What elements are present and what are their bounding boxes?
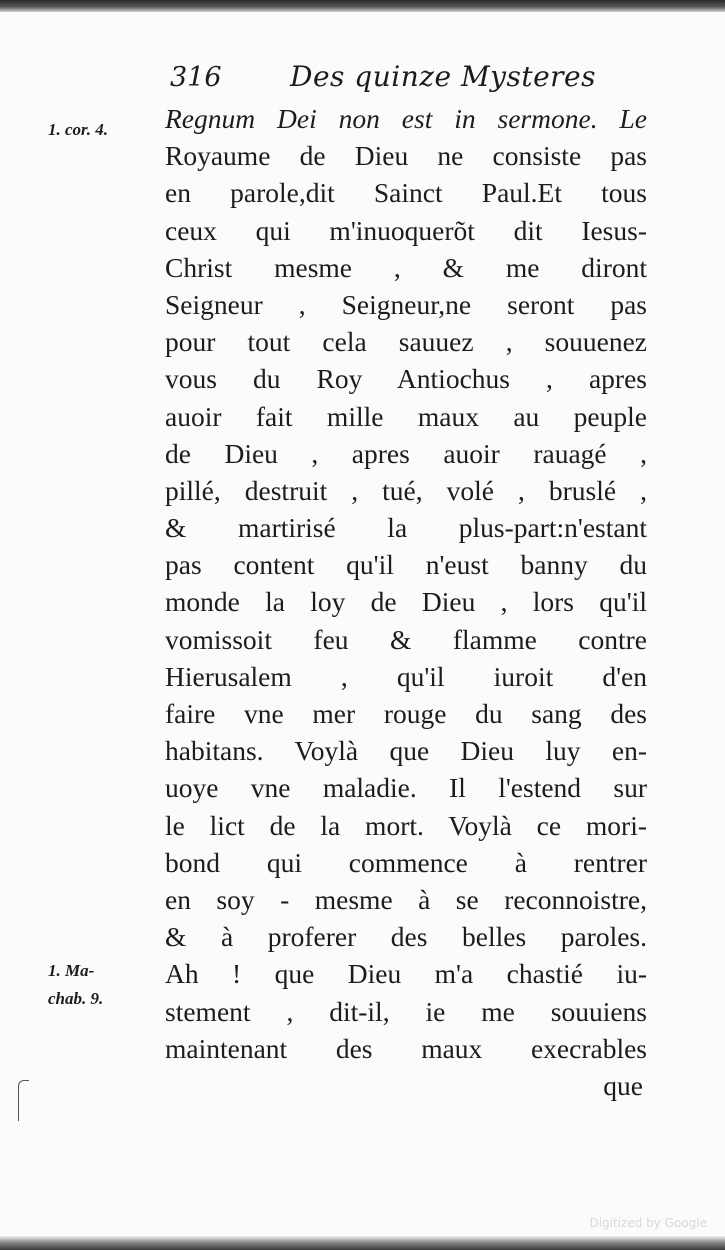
text-line: ceux qui m'inuoquerõt dit Iesus- [165,214,647,246]
text-line: uoye vne maladie. Il l'estend sur [165,772,647,804]
text-line: & à proferer des belles paroles. [165,921,647,953]
text-line: bond qui commence à rentrer [165,846,647,878]
text-line: pour tout cela sauuez , souuenez [165,326,647,358]
text-line: Ah ! que Dieu m'a chastié iu- [165,958,647,990]
text-line: de Dieu , apres auoir rauagé , [165,437,647,469]
text-line: Royaume de Dieu ne consiste pas [165,140,647,172]
text-line: Regnum Dei non est in sermone. Le [165,103,647,134]
text-line: habitans. Voylà que Dieu luy en- [165,735,647,767]
page-top-edge [0,0,725,12]
text-line: pillé, destruit , tué, volé , bruslé , [165,474,647,506]
text-line: Hierusalem , qu'il iuroit d'en [165,660,647,692]
text-line: auoir fait mille maux au peuple [165,400,647,432]
text-line: vous du Roy Antiochus , apres [165,363,647,395]
text-line: le lict de la mort. Voylà ce mori- [165,809,647,841]
text-line: vomissoit feu & flamme contre [165,623,647,655]
margin-note-citation-1: 1. cor. 4. [48,120,108,139]
text-line: en parole,dit Sainct Paul.Et tous [165,177,647,209]
text-line: maintenant des maux execrables [165,1032,647,1064]
catchword: que [603,1069,643,1101]
text-line: monde la loy de Dieu , lors qu'il [165,586,647,618]
text-line: stement , dit-il, ie me souuiens [165,995,647,1027]
text-line: en soy - mesme à se reconnoistre, [165,883,647,915]
page-number: 316 [170,62,222,93]
text-line: & martirisé la plus-part:n'estant [165,512,647,544]
text-line: faire vne mer rouge du sang des [165,698,647,729]
text-line: Seigneur , Seigneur,ne seront pas [165,288,647,320]
text-line: pas content qu'il n'eust banny du [165,549,647,581]
text-line: Christ mesme , & me diront [165,251,647,283]
margin-note-citation-2a: 1. Ma- [48,961,95,980]
page-header [170,60,600,100]
digitization-watermark: Digitized by Google [589,1216,707,1230]
body-text [165,100,647,1104]
margin-note-citation-2b: chab. 9. [48,989,104,1008]
page-bottom-edge [0,1236,725,1250]
margin-pencil-mark [18,1080,29,1121]
running-title: Des quinze Mysteres [290,60,596,93]
